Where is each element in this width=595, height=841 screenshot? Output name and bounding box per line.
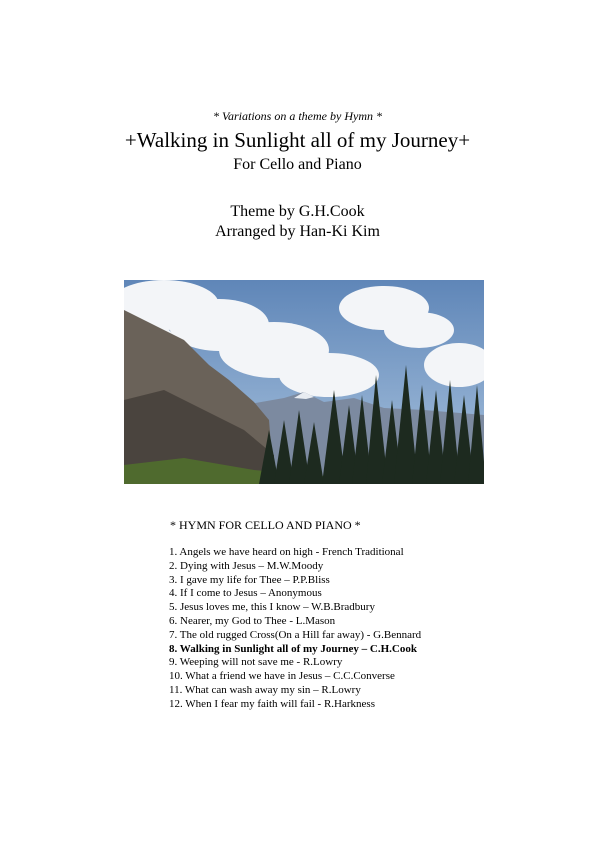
- list-item: 9. Weeping will not save me - R.Lowry: [169, 656, 343, 669]
- list-item-current: 8. Walking in Sunlight all of my Journey – C.H.Cook: [169, 642, 417, 655]
- list-item: 5. Jesus loves me, this I know – W.B.Bradbury: [169, 601, 375, 614]
- arranger-credit: Arranged by Han-Ki Kim: [215, 223, 380, 240]
- list-item: 10. What a friend we have in Jesus – C.C.Converse: [169, 670, 395, 683]
- list-item: 12. When I fear my faith will fail - R.Harkness: [169, 697, 375, 710]
- list-item: 4. If I come to Jesus – Anonymous: [169, 587, 322, 600]
- piece-title: +Walking in Sunlight all of my Journey+: [124, 128, 471, 152]
- hymn-list-heading: * HYMN FOR CELLO AND PIANO *: [170, 518, 361, 532]
- list-item: 11. What can wash away my sin – R.Lowry: [169, 683, 361, 696]
- variations-subtitle: * Variations on a theme by Hymn *: [213, 109, 382, 123]
- list-item: 7. The old rugged Cross(On a Hill far away) - G.Bennard: [169, 628, 422, 641]
- list-item: 6. Nearer, my God to Thee - L.Mason: [169, 614, 336, 627]
- list-item: 1. Angels we have heard on high - French Traditional: [169, 546, 404, 558]
- list-item: 3. I gave my life for Thee – P.P.Bliss: [169, 573, 330, 586]
- list-item: 2. Dying with Jesus – M.W.Moody: [169, 559, 324, 572]
- theme-credit: Theme by G.H.Cook: [230, 203, 365, 220]
- instrumentation: For Cello and Piano: [233, 156, 362, 173]
- hymn-list: [169, 546, 421, 712]
- mountain-landscape-photo: [124, 280, 484, 484]
